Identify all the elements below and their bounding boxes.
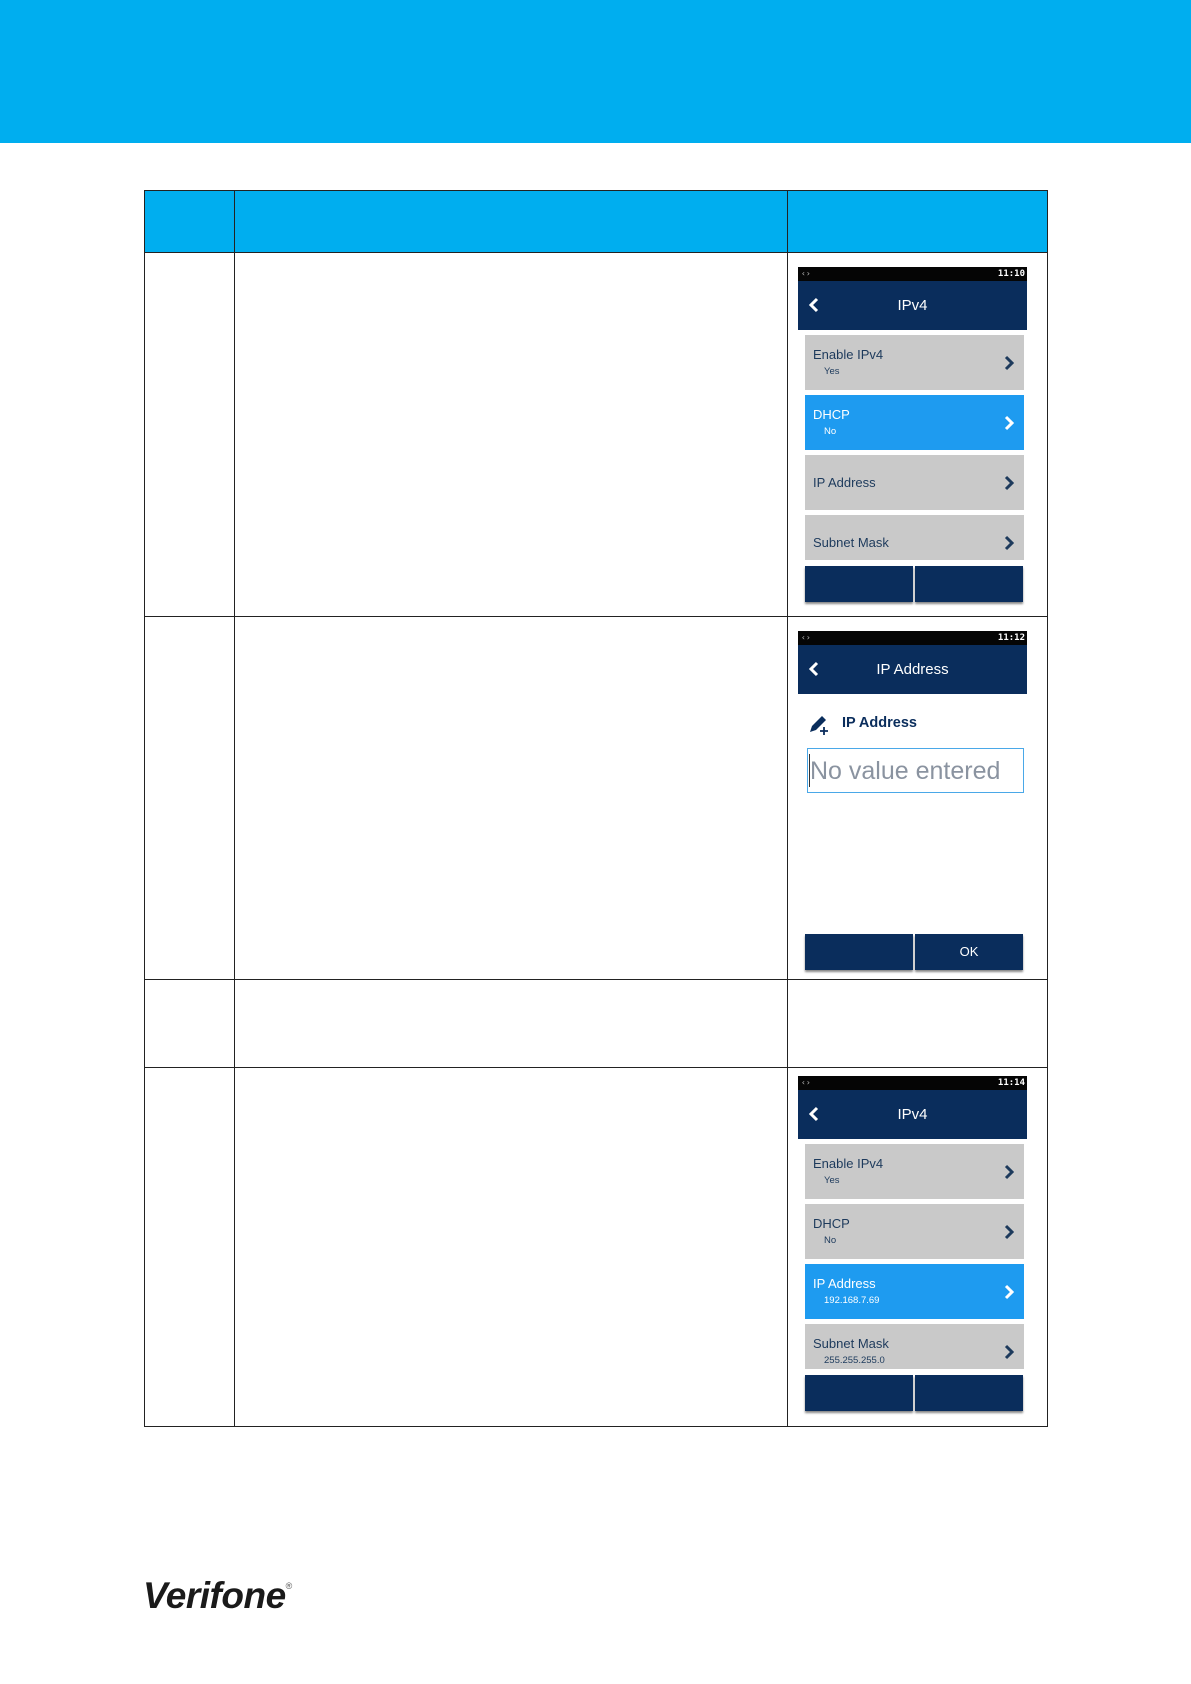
registered-mark: ® xyxy=(285,1581,293,1591)
clock: 11:14 xyxy=(997,1078,1025,1088)
screenshot-cell xyxy=(788,253,1048,617)
step-cell xyxy=(145,253,235,617)
field-label: IP Address xyxy=(842,715,917,731)
signal-icon: ‹› xyxy=(801,269,811,278)
logo-wordmark: Verifone xyxy=(143,1575,286,1616)
menu-item-value: No xyxy=(824,1235,837,1246)
screenshot-cell xyxy=(788,980,1048,1068)
soft-button-right[interactable] xyxy=(915,566,1023,602)
menu-item-value: Yes xyxy=(824,366,840,377)
menu-item-dhcp[interactable] xyxy=(805,395,1024,450)
menu-item-value: 255.255.255.0 xyxy=(824,1355,885,1366)
right-chevron-icon xyxy=(1004,1224,1014,1240)
menu-item-label: IP Address xyxy=(813,1276,876,1291)
right-chevron-icon xyxy=(1004,535,1014,551)
right-chevron-icon xyxy=(1004,1164,1014,1180)
status-bar xyxy=(798,631,1027,645)
procedure-table xyxy=(144,190,1048,1427)
action-cell xyxy=(235,1068,788,1427)
edit-pen-icon xyxy=(807,713,831,735)
step-cell xyxy=(145,1068,235,1427)
menu-item-value: Yes xyxy=(824,1175,840,1186)
right-chevron-icon xyxy=(1004,415,1014,431)
menu-item-label: IP Address xyxy=(813,475,876,490)
terminal-screen-ipv4-filled xyxy=(798,1076,1027,1411)
right-chevron-icon xyxy=(1004,1344,1014,1360)
table-row xyxy=(145,253,1048,617)
input-placeholder: No value entered xyxy=(810,757,1001,785)
menu-item-subnet-mask[interactable] xyxy=(805,1324,1024,1369)
menu-item-enable-ipv4[interactable] xyxy=(805,1144,1024,1199)
title-bar xyxy=(798,1090,1027,1139)
back-chevron-icon[interactable] xyxy=(806,296,822,314)
table-header-row xyxy=(145,191,1048,253)
header-cell-step xyxy=(145,191,235,253)
status-bar xyxy=(798,267,1027,281)
menu-item-label: Subnet Mask xyxy=(813,1336,889,1351)
menu-item-value: 192.168.7.69 xyxy=(824,1295,880,1306)
screenshot-cell xyxy=(788,617,1048,980)
clock: 11:10 xyxy=(997,269,1025,279)
menu-item-subnet-mask[interactable] xyxy=(805,515,1024,560)
step-cell xyxy=(145,980,235,1068)
menu-item-label: Enable IPv4 xyxy=(813,347,884,362)
header-cell-action xyxy=(235,191,788,253)
header-cell-screen xyxy=(788,191,1048,253)
verifone-logo xyxy=(143,1575,292,1615)
soft-button-left[interactable] xyxy=(805,566,913,602)
screen-title: IP Address xyxy=(876,661,949,678)
soft-button-left[interactable] xyxy=(805,1375,913,1411)
status-bar xyxy=(798,1076,1027,1090)
menu-item-label: DHCP xyxy=(813,407,850,422)
signal-icon: ‹› xyxy=(801,1078,811,1087)
menu-item-label: Subnet Mask xyxy=(813,535,889,550)
screen-title: IPv4 xyxy=(897,297,928,314)
terminal-screen-ip-address xyxy=(798,631,1027,970)
step-cell xyxy=(145,617,235,980)
screenshot-cell xyxy=(788,1068,1048,1427)
menu-item-value: No xyxy=(824,426,837,437)
table-row xyxy=(145,1068,1048,1427)
header-band xyxy=(0,0,1191,143)
action-cell xyxy=(235,617,788,980)
menu-item-enable-ipv4[interactable] xyxy=(805,335,1024,390)
right-chevron-icon xyxy=(1004,475,1014,491)
table-row xyxy=(145,980,1048,1068)
back-chevron-icon[interactable] xyxy=(806,1105,822,1123)
back-chevron-icon[interactable] xyxy=(806,660,822,678)
soft-button-row xyxy=(805,934,1023,970)
action-cell xyxy=(235,980,788,1068)
soft-button-right[interactable] xyxy=(915,1375,1023,1411)
soft-button-row xyxy=(805,566,1023,602)
right-chevron-icon xyxy=(1004,355,1014,371)
table-row xyxy=(145,617,1048,980)
signal-icon: ‹› xyxy=(801,633,811,642)
menu-item-ip-address[interactable] xyxy=(805,455,1024,510)
ip-address-input[interactable] xyxy=(807,748,1024,793)
soft-button-left[interactable] xyxy=(805,934,913,970)
menu-item-label: DHCP xyxy=(813,1216,850,1231)
title-bar xyxy=(798,645,1027,694)
right-chevron-icon xyxy=(1004,1284,1014,1300)
soft-button-row xyxy=(805,1375,1023,1411)
menu-item-label: Enable IPv4 xyxy=(813,1156,884,1171)
field-label-row xyxy=(798,712,1027,738)
screen-title: IPv4 xyxy=(897,1106,928,1123)
menu-item-ip-address[interactable] xyxy=(805,1264,1024,1319)
terminal-screen-ipv4 xyxy=(798,267,1027,602)
clock: 11:12 xyxy=(997,633,1025,643)
ok-button[interactable]: OK xyxy=(915,934,1023,970)
title-bar xyxy=(798,281,1027,330)
action-cell xyxy=(235,253,788,617)
menu-item-dhcp[interactable] xyxy=(805,1204,1024,1259)
